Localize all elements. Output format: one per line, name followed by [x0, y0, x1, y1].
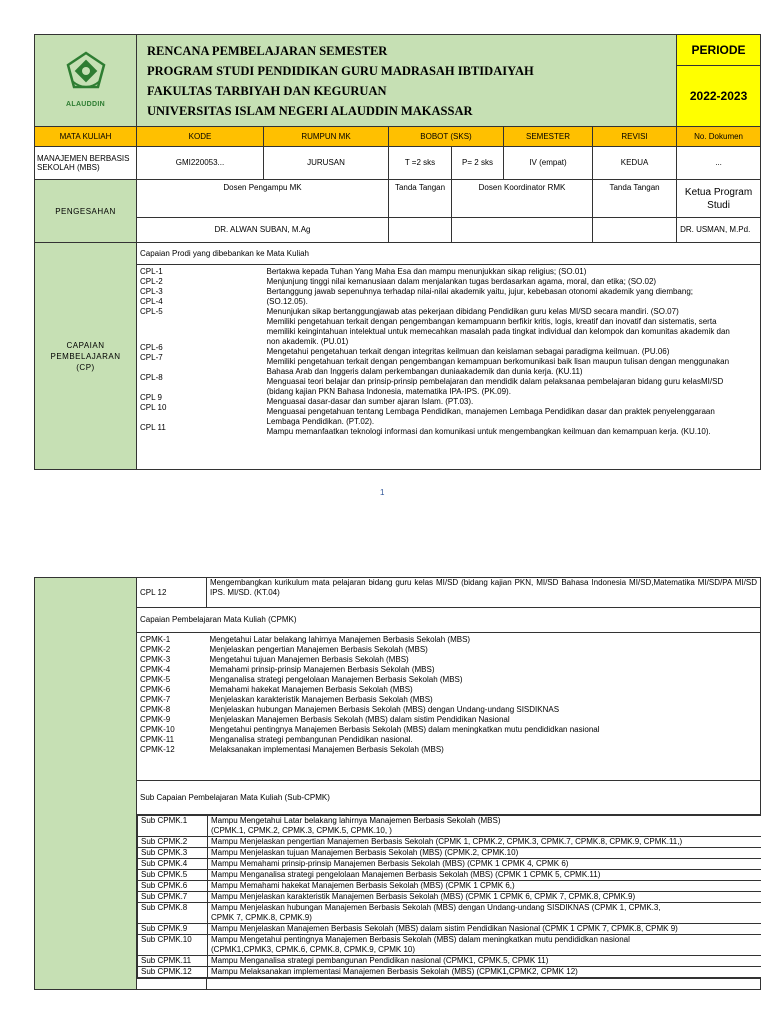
- cpmk-code: CPMK-1: [140, 635, 171, 644]
- sub-cpmk-code: Sub CPMK.6: [138, 881, 208, 892]
- sub-cpmk-rows: [138, 816, 761, 978]
- sub-cpmk-desc: [208, 967, 761, 978]
- sub-cpmk-table: [137, 815, 761, 978]
- cpmk-code: CPMK-10: [140, 725, 175, 734]
- col-revisi: REVISI: [593, 127, 677, 147]
- sub-cpmk-row: [138, 848, 761, 859]
- cpl-code: CPL-2: [140, 277, 163, 286]
- sub-cpmk-desc-line: Mampu Menjelaskan tujuan Manajemen Berbasis Sekolah (MBS) (CPMK.2, CPMK.10): [211, 848, 519, 857]
- col-mata-kuliah: MATA KULIAH: [35, 127, 137, 147]
- cpl-code-spacer: [140, 413, 261, 423]
- course-sks-p: P= 2 sks: [452, 147, 504, 180]
- cpmk-desc: Menjelaskan karakteristik Manajemen Berbasis Sekolah (MBS): [209, 695, 433, 704]
- cpmk-code: CPMK-12: [140, 745, 175, 754]
- course-name: MANAJEMEN BERBASIS SEKOLAH (MBS): [35, 147, 137, 180]
- koordinator-label: Dosen Koordinator RMK: [452, 180, 593, 218]
- sub-cpmk-desc: [208, 903, 761, 924]
- sub-cpmk-row: [138, 924, 761, 935]
- sub-cpmk-desc-line: Mampu Memahami hakekat Manajemen Berbasis Sekolah (MBS) (CPMK 1 CPMK 6,): [211, 881, 515, 890]
- cpmk-descriptions: [207, 633, 761, 781]
- ketua-prodi-name: DR. USMAN, M.Pd.: [677, 218, 761, 243]
- cpl-code: CPL-5: [140, 307, 163, 316]
- sub-cpmk-row: [138, 837, 761, 848]
- sub-cpmk-code: Sub CPMK.4: [138, 859, 208, 870]
- cpmk-code: CPMK-5: [140, 675, 171, 684]
- cpl-desc: Bahasa Arab dan Inggeris dalam perkembangan duniaakademik dan dunia kerja. (KU.11): [266, 367, 583, 376]
- cpmk-desc: Memahami hakekat Manajemen Berbasis Sekolah (MBS): [209, 685, 413, 694]
- sub-cpmk-code: Sub CPMK.5: [138, 870, 208, 881]
- cpmk-desc: Menjelaskan hubungan Manajemen Berbasis Sekolah (MBS) dengan Undang-undang SISDIKNAS: [209, 705, 560, 714]
- sub-cpmk-desc-line: (CPMK1,CPMK3, CPMK.6, CPMK.8, CPMK.9, CPMK 10): [211, 945, 416, 954]
- cpmk-desc: Menganalisa strategi pengelolaan Manajemen Berbasis Sekolah (MBS): [209, 675, 463, 684]
- cpl-code: CPL 11: [140, 423, 166, 432]
- sub-cpmk-heading: Sub Capaian Pembelajaran Mata Kuliah (Sub-CPMK): [137, 781, 761, 815]
- cpl12-desc: Mengembangkan kurikulum mata pelajaran bidang guru kelas MI/SD (bidang kajian PKN, MI/SD Bahasa Indonesia MI/SD,Matematika MI/SD/PA MI/SD IPS. MI/SD. (KT.04): [207, 578, 761, 608]
- sub-cpmk-row: [138, 816, 761, 837]
- sub-cpmk-desc-line: Mampu Menganalisa strategi pengelolaan Manajemen Berbasis Sekolah (MBS) (CPMK 1 CPMK 5, CPMK.11): [211, 870, 601, 879]
- cpl-codes: [137, 265, 264, 470]
- cpl-code-spacer: [140, 383, 261, 393]
- logo-text: ALAUDDIN: [66, 101, 105, 108]
- cpl-code: CPL-7: [140, 353, 163, 362]
- empty-code-cell: [137, 979, 207, 990]
- ttd-1-cell: [389, 218, 452, 243]
- course-dokumen: ...: [677, 147, 761, 180]
- sub-cpmk-code: Sub CPMK.11: [138, 956, 208, 967]
- sub-cpmk-code: Sub CPMK.8: [138, 903, 208, 924]
- sub-cpmk-desc-line: Mampu Menjelaskan hubungan Manajemen Berbasis Sekolah (MBS) dengan Undang-undang SISDIKNAS (CPMK 1, CPMK.3,: [211, 903, 661, 912]
- sub-cpmk-desc: [208, 816, 761, 837]
- course-semester: IV (empat): [504, 147, 593, 180]
- sub-cpmk-code: Sub CPMK.3: [138, 848, 208, 859]
- course-kode: GMI220053...: [137, 147, 264, 180]
- cpmk-code: CPMK-3: [140, 655, 171, 664]
- cpl-code: CPL-3: [140, 287, 163, 296]
- cpmk-desc: Memahami prinsip-prinsip Manajemen Berbasis Sekolah (MBS): [209, 665, 435, 674]
- cpl-desc: Bertanggung jawab sepenuhnya terhadap nilai-nilai akademik yaitu, jujur, kebebasan otonomi akademik yang diembang;: [266, 287, 693, 296]
- col-rumpun: RUMPUN MK: [264, 127, 389, 147]
- sub-cpmk-desc-line: Mampu Menjelaskan karakteristik Manajemen Berbasis Sekolah (MBS) (CPMK 1 CPMK 6, CPMK 7, CPMK.8, CPMK.9): [211, 892, 636, 901]
- page-number: 1: [380, 488, 385, 497]
- cpmk-desc: Melaksanakan implementasi Manajemen Berbasis Sekolah (MBS): [209, 745, 444, 754]
- sub-cpmk-code: Sub CPMK.7: [138, 892, 208, 903]
- cpl-heading: Capaian Prodi yang dibebankan ke Mata Kuliah: [137, 243, 761, 265]
- course-sks-t: T =2 sks: [389, 147, 452, 180]
- cpl-desc: Menguasai dasar-dasar dan sumber ajaran Islam. (PT.03).: [266, 397, 474, 406]
- sub-cpmk-desc: [208, 881, 761, 892]
- cpl-desc: (SO.12.05).: [266, 297, 308, 306]
- cpmk-code: CPMK-4: [140, 665, 171, 674]
- ttd-2-cell: [593, 218, 677, 243]
- dosen-pengampu-label: Dosen Pengampu MK: [137, 180, 389, 218]
- dosen-pengampu-name: DR. ALWAN SUBAN, M.Ag: [137, 218, 389, 243]
- sub-cpmk-desc-line: CPMK 7, CPMK.8, CPMK.9): [211, 913, 312, 922]
- col-dokumen: No. Dokumen: [677, 127, 761, 147]
- pengesahan-label: PENGESAHAN: [35, 180, 137, 243]
- sub-cpmk-desc: [208, 924, 761, 935]
- ketua-prodi-label: Ketua Program Studi: [677, 180, 761, 218]
- document-title: [137, 35, 677, 127]
- ttd-1-label: Tanda Tangan: [389, 180, 452, 218]
- sub-cpmk-desc: [208, 848, 761, 859]
- koordinator-name-cell: [452, 218, 593, 243]
- sub-cpmk-code: Sub CPMK.10: [138, 935, 208, 956]
- cpl-desc: Mengetahui pengetahuan terkait dengan integritas keilmuan dan keislaman sebagai paradigma keilmuan. (PU.06): [266, 347, 670, 356]
- col-semester: SEMESTER: [504, 127, 593, 147]
- sub-cpmk-desc-line: Mampu Menjelaskan pengertian Manajemen Berbasis Sekolah (CPMK 1, CPMK.2, CPMK.3, CPMK.7, CPMK.8, CPMK.9, CPMK.11,): [211, 837, 683, 846]
- title-line-2: PROGRAM STUDI PENDIDIKAN GURU MADRASAH IBTIDAIYAH: [147, 63, 534, 78]
- cpmk-desc: Mengetahui tujuan Manajemen Berbasis Sekolah (MBS): [209, 655, 409, 664]
- cpl-desc: non akademik. (PU.01): [266, 337, 349, 346]
- sub-cpmk-desc: [208, 935, 761, 956]
- sub-cpmk-row: [138, 956, 761, 967]
- cpmk-desc: Mengetahui Latar belakang lahirnya Manajemen Berbasis Sekolah (MBS): [209, 635, 471, 644]
- sub-cpmk-desc: [208, 956, 761, 967]
- sub-cpmk-row: [138, 967, 761, 978]
- title-line-1: RENCANA PEMBELAJARAN SEMESTER: [147, 43, 388, 58]
- cpl-desc: Lembaga Pendidikan. (PT.02).: [266, 417, 375, 426]
- sub-cpmk-code: Sub CPMK.12: [138, 967, 208, 978]
- cpl-code: CPL 9: [140, 393, 162, 402]
- periode-value: 2022-2023: [677, 66, 761, 127]
- cpl-code: CPL-1: [140, 267, 163, 276]
- cpmk-code: CPMK-9: [140, 715, 171, 724]
- cpl-code: CPL-6: [140, 343, 163, 352]
- cpl-descriptions: [264, 265, 761, 470]
- cpl-code: CPL 10: [140, 403, 167, 412]
- sub-cpmk-row: [138, 881, 761, 892]
- cpl-desc: (bidang kajian PKN Bahasa Indonesia, matematika IPA-IPS. (PK.09).: [266, 387, 511, 396]
- university-logo: [35, 35, 137, 127]
- title-line-3: FAKULTAS TARBIYAH DAN KEGURUAN: [147, 83, 387, 98]
- sub-cpmk-code: Sub CPMK.2: [138, 837, 208, 848]
- cpl-desc: Menguasai pengetahuan tentang Lembaga Pendidikan, manajemen Lembaga Pendidikan dasar dan praktek penyelenggaraan: [266, 407, 715, 416]
- capaian-side-label: CAPAIAN PEMBELAJARAN (CP): [35, 243, 137, 470]
- course-rumpun: JURUSAN: [264, 147, 389, 180]
- sub-cpmk-desc-line: Mampu Menganalisa strategi pembangunan Pendidikan nasional (CPMK1, CPMK.5, CPMK 11): [211, 956, 549, 965]
- cpmk-desc: Mengetahui pentingnya Manajemen Berbasis Sekolah (MBS) dalam meningkatkan mutu pendididkan nasional: [209, 725, 600, 734]
- cpmk-codes: [137, 633, 207, 781]
- col-bobot: BOBOT (SKS): [389, 127, 504, 147]
- cpmk-desc: Menjelaskan pengertian Manajemen Berbasis Sekolah (MBS): [209, 645, 428, 654]
- sub-cpmk-row: [138, 935, 761, 956]
- rps-page1-table: [34, 34, 761, 470]
- cpmk-code: CPMK-7: [140, 695, 171, 704]
- cpl-code-spacer: [140, 327, 261, 337]
- page2-side-cell: [35, 578, 137, 990]
- sub-cpmk-row: [138, 859, 761, 870]
- cpl-desc: Menjunjung tinggi nilai kemanusiaan dalam menjalankan tugas berdasarkan agama, moral, dan etika; (SO.02): [266, 277, 657, 286]
- cpmk-code: CPMK-11: [140, 735, 175, 744]
- cpmk-desc: Menjelaskan Manajemen Berbasis Sekolah (MBS) dalam sistim Pendidikan Nasional: [209, 715, 510, 724]
- sub-cpmk-desc-line: Mampu Menjelaskan Manajemen Berbasis Sekolah (MBS) dalam sistim Pendidikan Nasional (CPMK 1 CPMK 7, CPMK.8, CPMK 9): [211, 924, 678, 933]
- rps-page2-table: [34, 577, 761, 990]
- sub-cpmk-code: Sub CPMK.1: [138, 816, 208, 837]
- cpl-desc: Mampu memanfaatkan teknologi informasi dan komunikasi untuk mengembangkan keilmuan dan kemampuan kerja. (KU.10).: [266, 427, 711, 436]
- sub-cpmk-desc-line: Mampu Mengetahui pentingnya Manajemen Berbasis Sekolah (MBS) dalam meningkatkan mutu pendididkan nasional: [211, 935, 630, 944]
- course-revisi: KEDUA: [593, 147, 677, 180]
- sub-cpmk-desc-line: (CPMK.1, CPMK.2, CPMK.3, CPMK.5, CPMK.10, ): [211, 826, 392, 835]
- sub-cpmk-desc: [208, 837, 761, 848]
- col-kode: KODE: [137, 127, 264, 147]
- cpl-desc: Menunjukan sikap bertanggungjawab atas pekerjaan dibidang Pendidikan guru kelas MI/SD secara mandiri. (SO.07): [266, 307, 679, 316]
- sub-cpmk-desc-line: Mampu Melaksanakan implementasi Manajemen Berbasis Sekolah (MBS) (CPMK1,CPMK2, CPMK 12): [211, 967, 578, 976]
- empty-desc-cell: [207, 979, 761, 990]
- periode-label: PERIODE: [677, 35, 761, 66]
- cpl-code-spacer: [140, 363, 261, 373]
- cpl-desc: Bertakwa kepada Tuhan Yang Maha Esa dan mampu menunjukkan sikap religius; (SO.01): [266, 267, 587, 276]
- cpmk-code: CPMK-6: [140, 685, 171, 694]
- sub-cpmk-desc-line: Mampu Mengetahui Latar belakang lahirnya Manajemen Berbasis Sekolah (MBS): [211, 816, 501, 825]
- cpl-desc: Memiliki pengetahuan terkait dengan pengembangan kemampuann berfikir kritis, logis, kreatif dan inovatif dan sistematis, serta: [266, 317, 717, 326]
- sub-cpmk-desc: [208, 892, 761, 903]
- sub-cpmk-row: [138, 892, 761, 903]
- cpl-desc: Memiliki pengetahuan terkait dengan pengembangan kemampuan berkomunikasi baik lisan maupun tulisan dengan menggunakan: [266, 357, 730, 366]
- title-line-4: UNIVERSITAS ISLAM NEGERI ALAUDDIN MAKASSAR: [147, 103, 473, 118]
- cpl-desc: memiliki keingintahuan intelektual untuk memecahkan masalah pada tingkat individual dan kelompok dan komunitas akademik dan: [266, 327, 730, 336]
- cpl-code-spacer: [140, 317, 261, 327]
- sub-cpmk-code: Sub CPMK.9: [138, 924, 208, 935]
- cpl-desc: Menguasai teori belajar dan prinsip-prinsip pembelajaran dan mendidik dalam pelaksanaa pembelajaran bidang guru kelasMI/SD: [266, 377, 724, 386]
- uin-alauddin-emblem-icon: [58, 51, 114, 97]
- ttd-2-label: Tanda Tangan: [593, 180, 677, 218]
- sub-cpmk-desc-line: Mampu Memahami prinsip-prinsip Manajemen Berbasis Sekolah (MBS) (CPMK 1 CPMK 4, CPMK 6): [211, 859, 569, 868]
- cpmk-code: CPMK-2: [140, 645, 171, 654]
- cpl12-code: CPL 12: [137, 578, 207, 608]
- sub-cpmk-row: [138, 870, 761, 881]
- cpmk-code: CPMK-8: [140, 705, 171, 714]
- cpl-code: CPL-8: [140, 373, 163, 382]
- sub-cpmk-desc: [208, 870, 761, 881]
- cpl-code: CPL-4: [140, 297, 163, 306]
- sub-cpmk-container: [137, 815, 761, 979]
- sub-cpmk-desc: [208, 859, 761, 870]
- sub-cpmk-row: [138, 903, 761, 924]
- cpmk-desc: Menganalisa strategi pembangunan Pendidikan nasional.: [209, 735, 413, 744]
- cpmk-heading: Capaian Pembelajaran Mata Kuliah (CPMK): [137, 608, 761, 633]
